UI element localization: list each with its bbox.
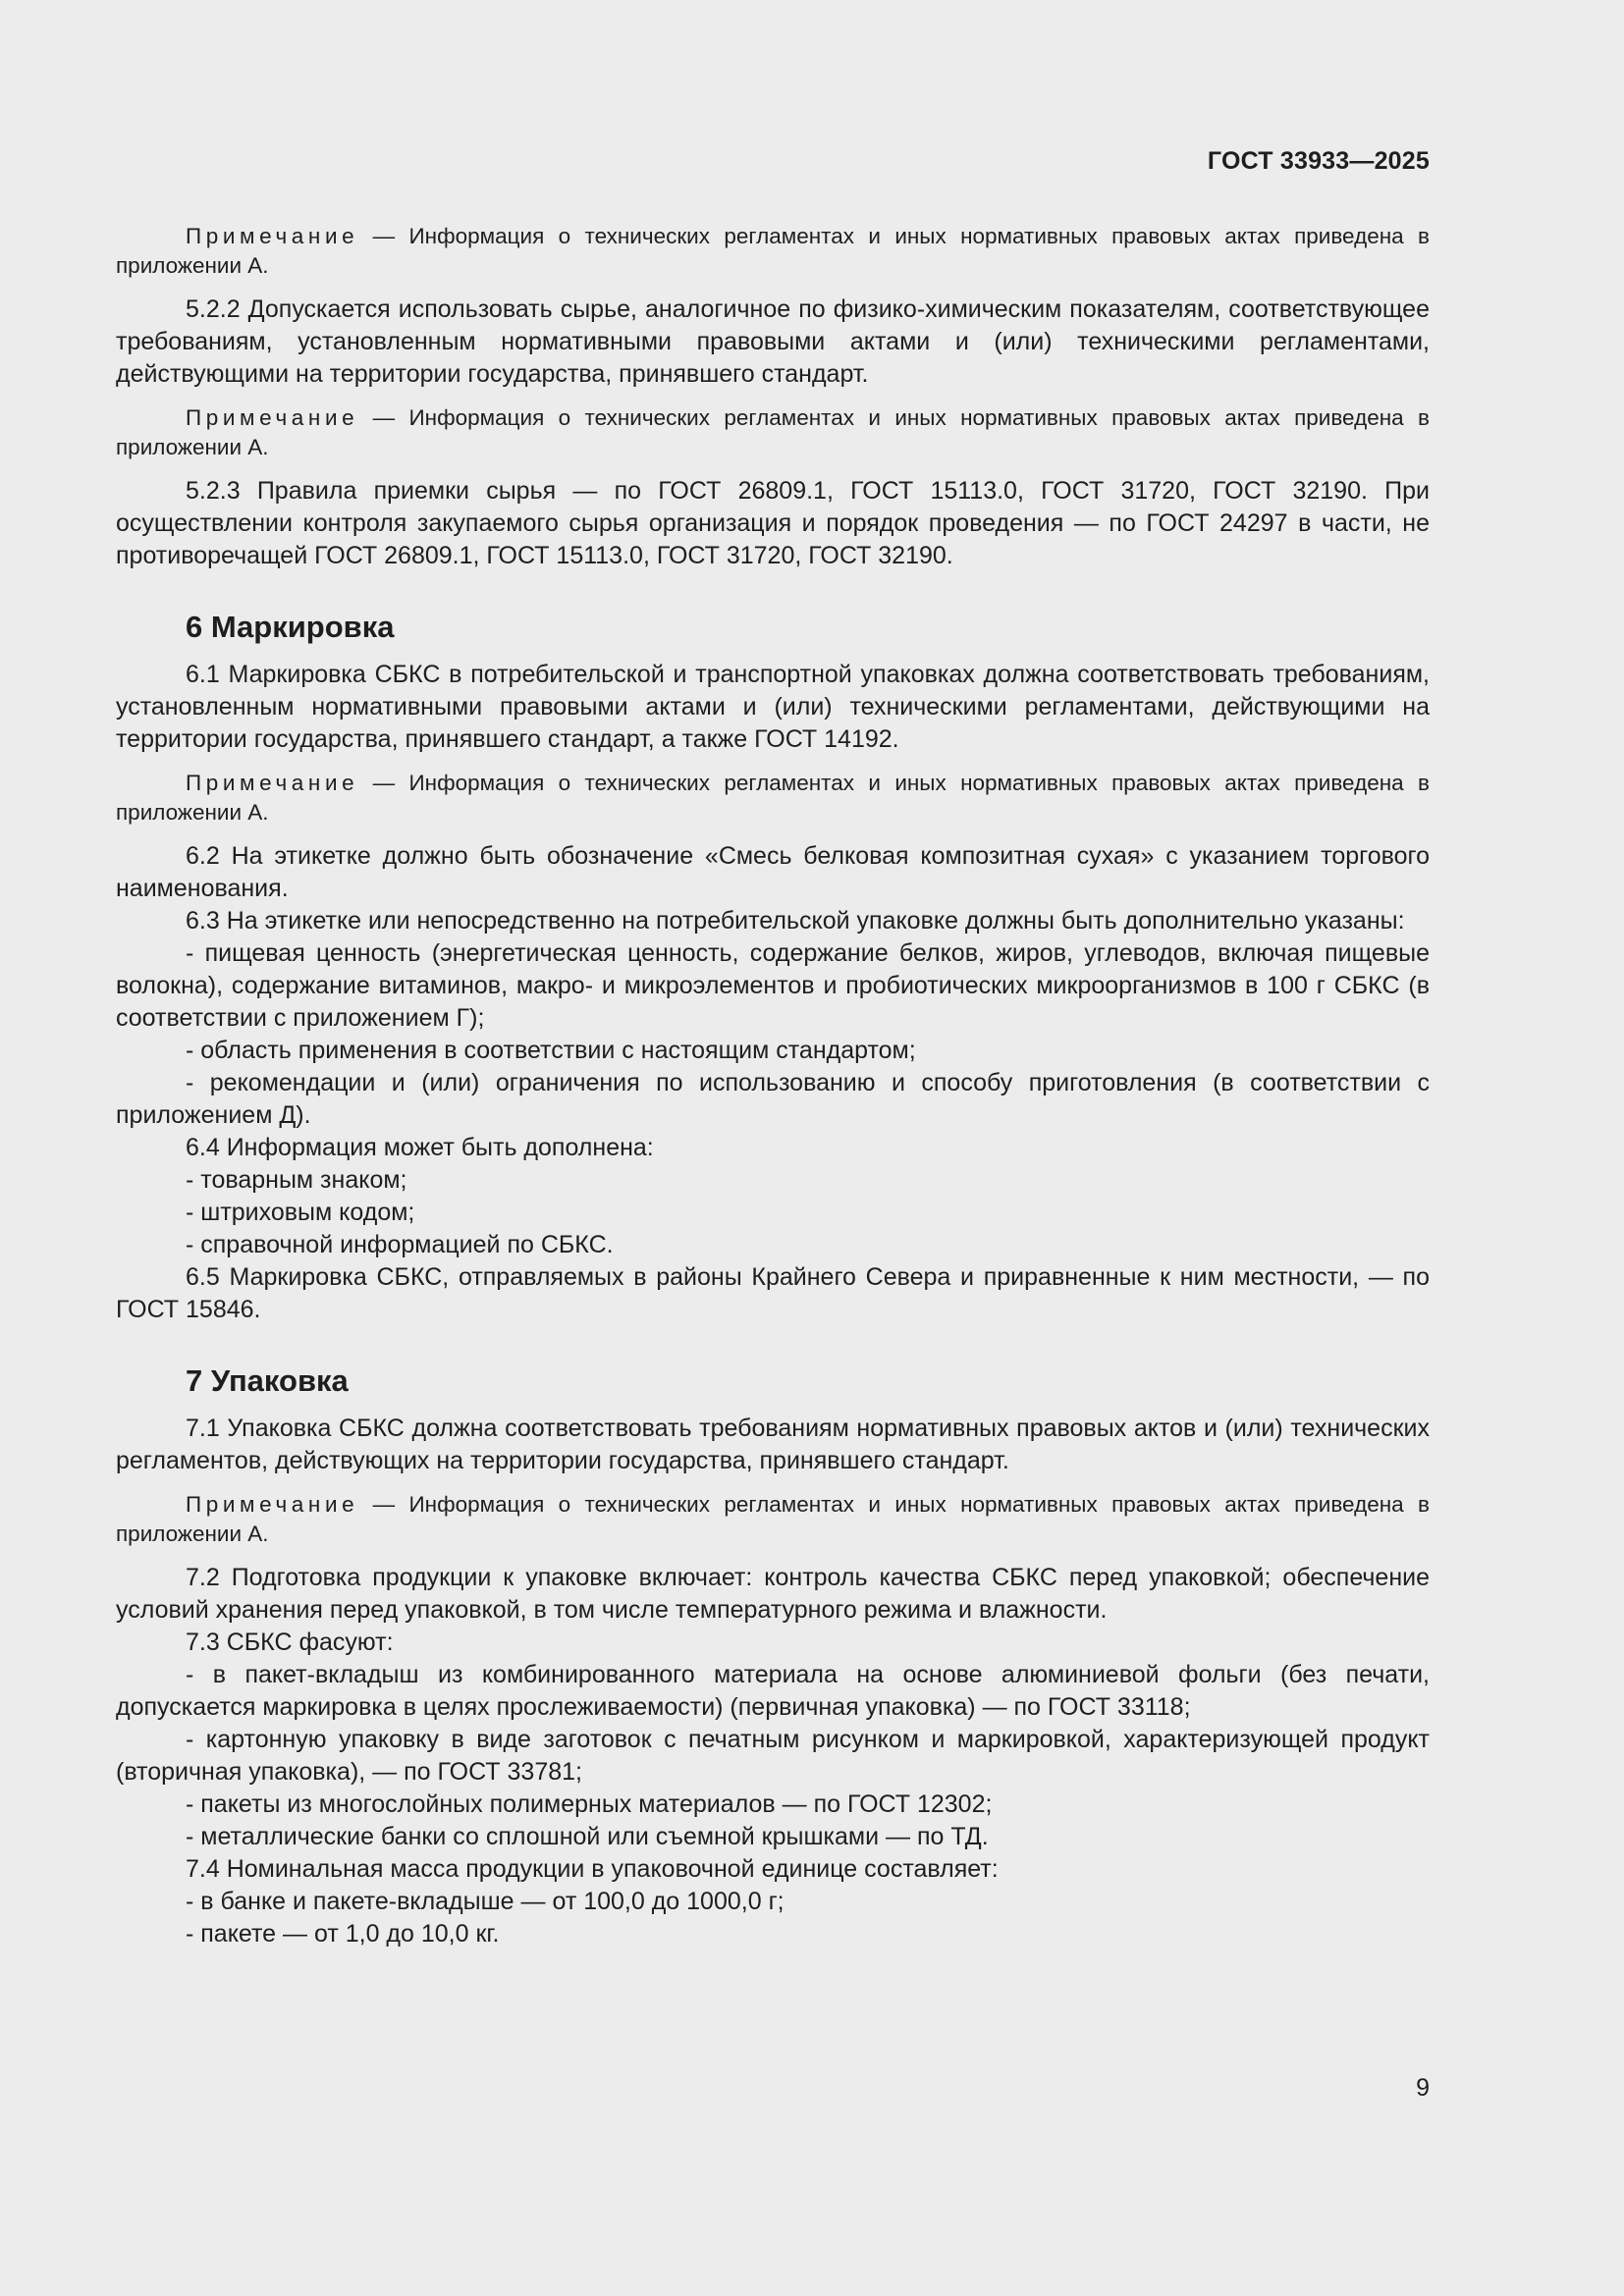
- note-text: — Информация о технических регламентах и иных нормативных правовых актах приведена в приложении А.: [116, 224, 1430, 278]
- paragraph-5-2-2: 5.2.2 Допускается использовать сырье, аналогичное по физико-химическим показателям, соответствующее требованиям, установленным нормативными правовыми актами и (или) техническими регламентами, действующими на территории государства, принявшего стандарт.: [116, 295, 1430, 388]
- paragraph-6-1: 6.1 Маркировка СБКС в потребительской и транспортной упаковках должна соответствовать требованиям, установленным нормативными правовыми актами и (или) техническими регламентами, действующими на территории государства, принявшего стандарт, а также ГОСТ 14192.: [116, 661, 1430, 753]
- list-item-6-3-a: - пищевая ценность (энергетическая ценность, содержание белков, жиров, углеводов, включая пищевые волокна), содержание витаминов, макро- и микроэлементов и пробиотических микроорганизмов в 100 г СБКС (в соответствии с приложением Г);: [116, 939, 1430, 1032]
- list-item-7-3-d: - металлические банки со сплошной или съемной крышками — по ТД.: [186, 1823, 989, 1850]
- note-2: [116, 403, 1430, 462]
- paragraph-6-4: 6.4 Информация может быть дополнена:: [186, 1134, 654, 1161]
- page-number: 9: [1416, 2074, 1430, 2102]
- note-1: [116, 222, 1430, 281]
- paragraph-6-3: 6.3 На этикетке или непосредственно на потребительской упаковке должны быть дополнительно указаны:: [186, 907, 1405, 934]
- page-content: [116, 222, 1430, 1950]
- note-label: Примечание: [186, 1492, 359, 1517]
- paragraph-6-5: 6.5 Маркировка СБКС, отправляемых в районы Крайнего Севера и приравненные к ним местности, — по ГОСТ 15846.: [116, 1263, 1430, 1323]
- note-label: Примечание: [186, 405, 359, 430]
- list-item-6-4-c: - справочной информацией по СБКС.: [186, 1231, 614, 1258]
- note-4: [116, 1490, 1430, 1549]
- list-item-7-3-a: - в пакет-вкладыш из комбинированного материала на основе алюминиевой фольги (без печати, допускается маркировка в целях прослеживаемости) (первичная упаковка) — по ГОСТ 33118;: [116, 1661, 1430, 1721]
- standard-header: ГОСТ 33933—2025: [1207, 147, 1430, 175]
- paragraph-7-4: 7.4 Номинальная масса продукции в упаковочной единице составляет:: [186, 1855, 999, 1883]
- paragraph-7-1: 7.1 Упаковка СБКС должна соответствовать требованиям нормативных правовых актов и (или) технических регламентов, действующих на территории государства, принявшего стандарт.: [116, 1415, 1430, 1474]
- list-item-7-3-b: - картонную упаковку в виде заготовок с печатным рисунком и маркировкой, характеризующей продукт (вторичная упаковка), — по ГОСТ 33781;: [116, 1726, 1430, 1786]
- list-item-6-3-c: - рекомендации и (или) ограничения по использованию и способу приготовления (в соответствии с приложением Д).: [116, 1069, 1430, 1129]
- list-item-7-4-b: - пакете — от 1,0 до 10,0 кг.: [186, 1920, 500, 1948]
- list-item-7-3-c: - пакеты из многослойных полимерных материалов — по ГОСТ 12302;: [186, 1790, 993, 1818]
- note-label: Примечание: [186, 771, 359, 795]
- note-text: — Информация о технических регламентах и иных нормативных правовых актах приведена в приложении А.: [116, 1492, 1430, 1546]
- note-text: — Информация о технических регламентах и иных нормативных правовых актах приведена в приложении А.: [116, 771, 1430, 825]
- list-item-6-3-b: - область применения в соответствии с настоящим стандартом;: [186, 1037, 916, 1064]
- list-item-7-4-a: - в банке и пакете-вкладыше — от 100,0 до 1000,0 г;: [186, 1888, 785, 1915]
- list-item-6-4-a: - товарным знаком;: [186, 1166, 407, 1194]
- paragraph-7-2: 7.2 Подготовка продукции к упаковке включает: контроль качества СБКС перед упаковкой; обеспечение условий хранения перед упаковкой, в том числе температурного режима и влажности.: [116, 1564, 1430, 1624]
- section-heading-6: 6 Маркировка: [186, 610, 395, 644]
- note-text: — Информация о технических регламентах и иных нормативных правовых актах приведена в приложении А.: [116, 405, 1430, 459]
- list-item-6-4-b: - штриховым кодом;: [186, 1199, 415, 1226]
- note-label: Примечание: [186, 224, 359, 248]
- paragraph-5-2-3: 5.2.3 Правила приемки сырья — по ГОСТ 26809.1, ГОСТ 15113.0, ГОСТ 31720, ГОСТ 32190. При осуществлении контроля закупаемого сырья организация и порядок проведения — по ГОСТ 24297 в части, не противоречащей ГОСТ 26809.1, ГОСТ 15113.0, ГОСТ 31720, ГОСТ 32190.: [116, 477, 1430, 569]
- section-heading-7: 7 Упаковка: [186, 1363, 349, 1398]
- paragraph-6-2: 6.2 На этикетке должно быть обозначение «Смесь белковая композитная сухая» с указанием торгового наименования.: [116, 842, 1430, 902]
- note-3: [116, 769, 1430, 828]
- paragraph-7-3: 7.3 СБКС фасуют:: [186, 1629, 394, 1656]
